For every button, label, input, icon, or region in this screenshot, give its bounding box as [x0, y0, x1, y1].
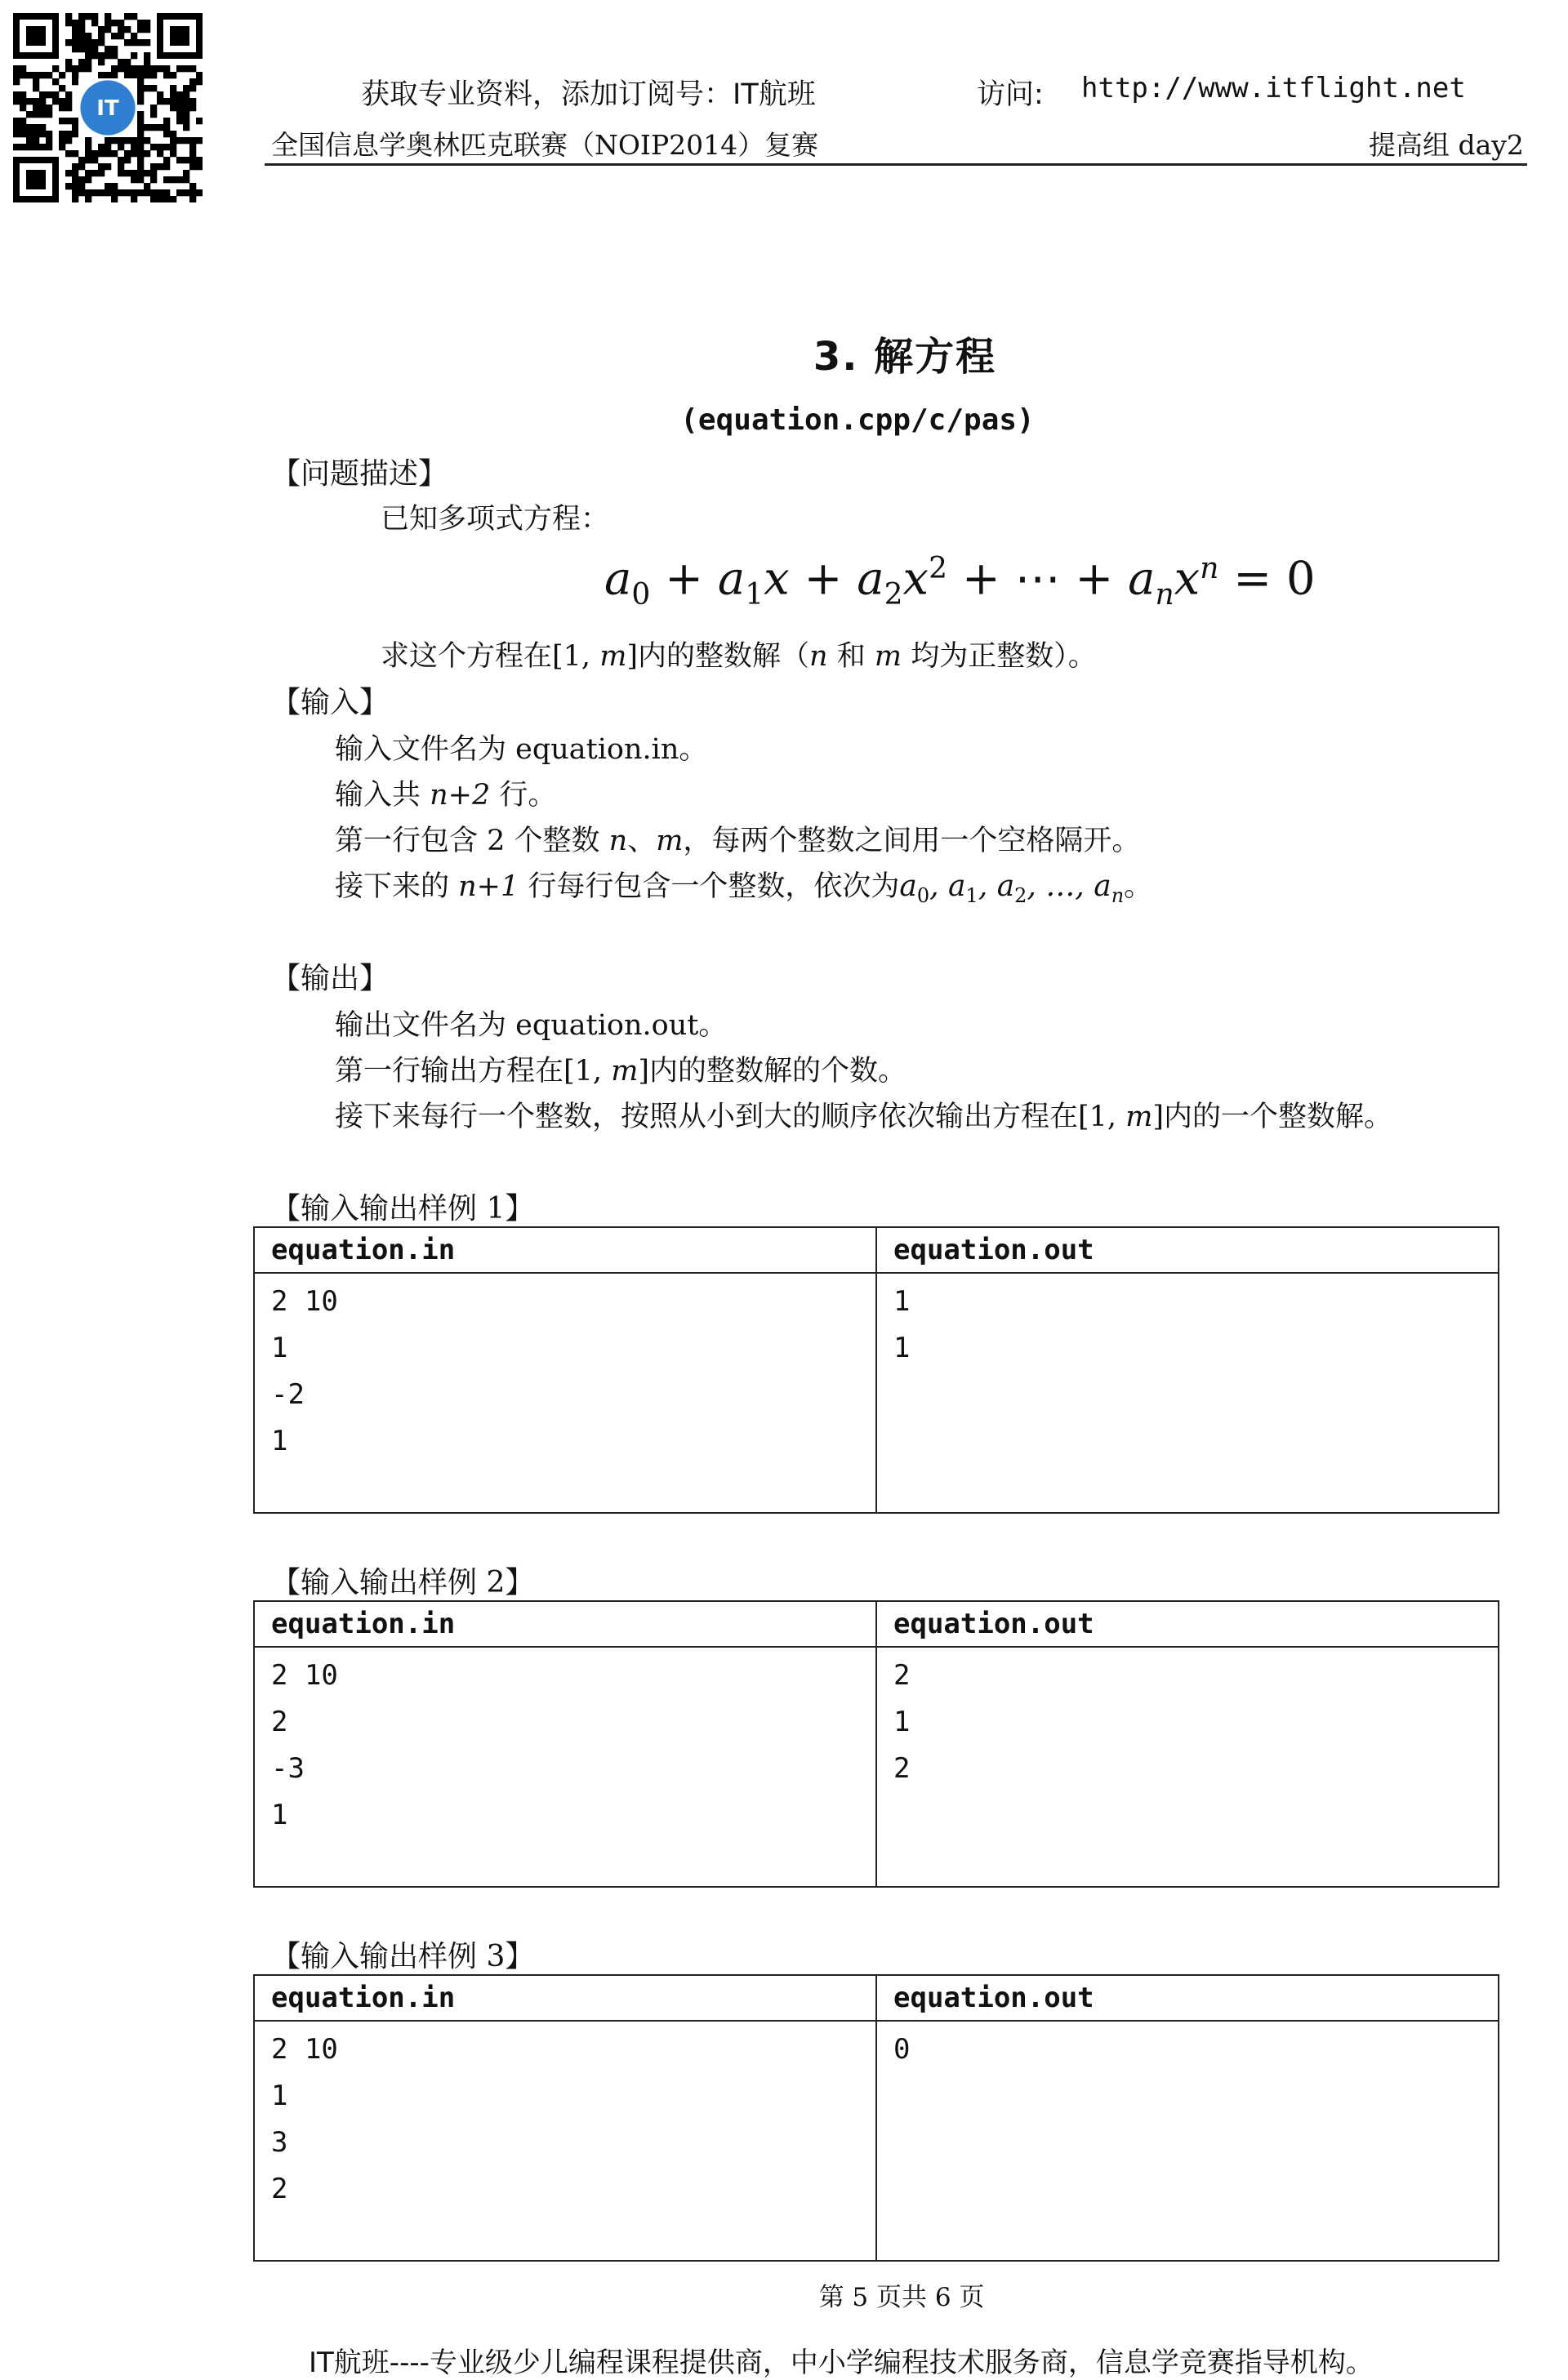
sample-line: 2 10 [271, 1285, 338, 1318]
sample-1-heading: 【输入输出样例 1】 [271, 1192, 535, 1226]
qr-code-image [13, 13, 203, 202]
sample-line: 2 [271, 2173, 288, 2205]
output-line-2: 第一行输出方程在[1, m]内的整数解的个数。 [335, 1055, 907, 1088]
polynomial-equation: $a_0 + a_1x + a_2x^2$ + ⋯ + $a_nx^n = 0$ [604, 552, 1316, 612]
header-promo-text: 获取专业资料，添加订阅号：IT航班 [361, 78, 816, 111]
sample-2-table [253, 1600, 1499, 1888]
sample-3-input [254, 2021, 876, 2261]
sample-line: 1 [271, 1425, 288, 1457]
sample-3-heading: 【输入输出样例 3】 [271, 1940, 535, 1973]
sample-3-table [253, 1974, 1499, 2262]
sample-line: 1 [271, 1332, 288, 1364]
sample-line: 1 [893, 1706, 911, 1738]
sample-3-output [876, 2021, 1499, 2261]
header-promo [361, 72, 816, 113]
sample-line: 3 [271, 2126, 288, 2159]
sample-line: 1 [893, 1332, 911, 1364]
sample-line: 2 10 [271, 1659, 338, 1692]
input-line-3: 第一行包含 2 个整数 n、m，每两个整数之间用一个空格隔开。 [335, 825, 1141, 857]
sample-2-out-header: equation.out [876, 1601, 1499, 1647]
input-line-2: 输入共 n+2 行。 [335, 779, 557, 812]
sample-1-input [254, 1273, 876, 1513]
sample-line: -2 [271, 1378, 305, 1411]
sample-1-out-header: equation.out [876, 1227, 1499, 1273]
sample-1-in-header: equation.in [254, 1227, 876, 1273]
header-visit-label: 访问: [977, 78, 1044, 111]
problem-files: (equation.cpp/c/pas) [680, 403, 1035, 437]
contest-title: 全国信息学奥林匹克联赛（NOIP2014）复赛 [271, 129, 819, 161]
sample-line: 2 [271, 1706, 288, 1738]
description-heading: 【问题描述】 [271, 457, 448, 491]
sample-line: 1 [271, 1799, 288, 1831]
problem-title: 3. 解方程 [813, 334, 997, 380]
header-url-link[interactable]: http://www.itflight.net [1081, 72, 1466, 105]
sample-line: 2 10 [271, 2033, 338, 2066]
sample-line: 2 [893, 1752, 911, 1785]
output-line-3: 接下来每行一个整数，按照从小到大的顺序依次输出方程在[1, m]内的一个整数解。 [335, 1101, 1393, 1133]
sample-line: 2 [893, 1659, 911, 1692]
sample-line: 0 [893, 2033, 911, 2066]
sample-2-in-header: equation.in [254, 1601, 876, 1647]
input-heading: 【输入】 [271, 686, 390, 719]
sample-3-out-header: equation.out [876, 1975, 1499, 2021]
group-day: 提高组 day2 [1369, 129, 1524, 161]
sample-2-output [876, 1647, 1499, 1887]
description-ask: 求这个方程在[1, m]内的整数解（n 和 m 均为正整数）。 [381, 640, 1097, 673]
output-line-1: 输出文件名为 equation.out。 [335, 1009, 728, 1042]
qr-code [13, 13, 203, 202]
sample-2-heading: 【输入输出样例 2】 [271, 1566, 535, 1599]
sample-1-output [876, 1273, 1499, 1513]
footer-promo: IT航班----专业级少儿编程课程提供商，中小学编程技术服务商，信息学竞赛指导机构。 [309, 2347, 1374, 2379]
sample-3-in-header: equation.in [254, 1975, 876, 2021]
sample-2-input [254, 1647, 876, 1887]
input-line-4: 接下来的 n+1 行每行包含一个整数，依次为$a_0$, $a_1$, $a_2$, …, $a_n$。 [335, 870, 1153, 908]
coefficient-list: $a_0$, $a_1$, $a_2$, …, $a_n$ [899, 870, 1125, 908]
description-intro: 已知多项式方程： [381, 503, 610, 536]
page-number: 第 5 页共 6 页 [818, 2283, 985, 2312]
sample-line: 1 [893, 1285, 911, 1318]
logo-text: IT [96, 96, 119, 121]
header-rule [265, 163, 1527, 166]
sample-1-table [253, 1226, 1499, 1514]
input-line-1: 输入文件名为 equation.in。 [335, 733, 708, 766]
sample-line: -3 [271, 1752, 305, 1785]
sample-line: 1 [271, 2080, 288, 2112]
output-heading: 【输出】 [271, 962, 390, 995]
